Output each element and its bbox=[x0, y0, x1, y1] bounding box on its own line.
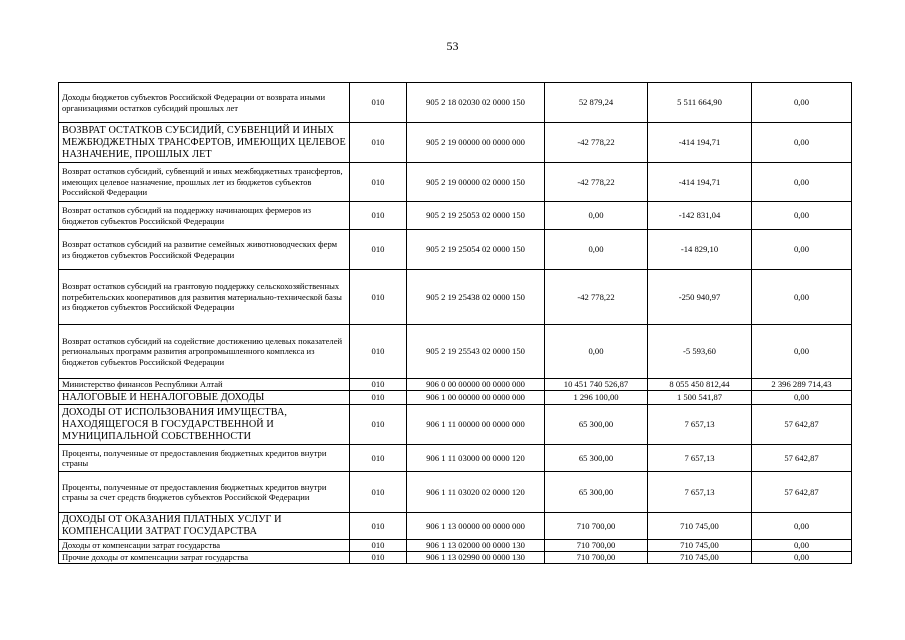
row-code: 010 bbox=[350, 230, 407, 270]
row-value-1: 65 300,00 bbox=[545, 472, 648, 513]
table-row bbox=[59, 270, 852, 325]
row-value-3: 0,00 bbox=[752, 230, 852, 270]
row-kbk: 905 2 19 25053 02 0000 150 bbox=[407, 202, 545, 230]
row-code: 010 bbox=[350, 202, 407, 230]
row-value-2: 7 657,13 bbox=[648, 472, 752, 513]
row-value-3: 57 642,87 bbox=[752, 472, 852, 513]
row-code: 010 bbox=[350, 391, 407, 405]
row-code: 010 bbox=[350, 540, 407, 552]
row-value-3: 0,00 bbox=[752, 552, 852, 564]
row-name: ДОХОДЫ ОТ ОКАЗАНИЯ ПЛАТНЫХ УСЛУГ И КОМПЕНСАЦИИ ЗАТРАТ ГОСУДАРСТВА bbox=[59, 513, 350, 540]
row-value-2: 1 500 541,87 bbox=[648, 391, 752, 405]
table-row bbox=[59, 552, 852, 564]
row-name: Доходы бюджетов субъектов Российской Федерации от возврата иными организациями остатков субсидий прошлых лет bbox=[59, 83, 350, 123]
table-row bbox=[59, 513, 852, 540]
row-value-3: 0,00 bbox=[752, 202, 852, 230]
row-value-3: 0,00 bbox=[752, 270, 852, 325]
row-value-2: 710 745,00 bbox=[648, 513, 752, 540]
row-value-3: 0,00 bbox=[752, 83, 852, 123]
row-kbk: 906 1 00 00000 00 0000 000 bbox=[407, 391, 545, 405]
row-value-2: -5 593,60 bbox=[648, 325, 752, 379]
row-value-2: -14 829,10 bbox=[648, 230, 752, 270]
table-row bbox=[59, 202, 852, 230]
row-value-1: 0,00 bbox=[545, 230, 648, 270]
row-kbk: 905 2 19 25543 02 0000 150 bbox=[407, 325, 545, 379]
row-name: Прочие доходы от компенсации затрат государства bbox=[59, 552, 350, 564]
table-row bbox=[59, 405, 852, 445]
row-kbk: 906 1 13 00000 00 0000 000 bbox=[407, 513, 545, 540]
row-name: ВОЗВРАТ ОСТАТКОВ СУБСИДИЙ, СУБВЕНЦИЙ И ИНЫХ МЕЖБЮДЖЕТНЫХ ТРАНСФЕРТОВ, ИМЕЮЩИХ ЦЕЛЕВОЕ НАЗНАЧЕНИЕ, ПРОШЛЫХ ЛЕТ bbox=[59, 123, 350, 163]
row-value-2: -414 194,71 bbox=[648, 163, 752, 202]
row-kbk: 905 2 19 25438 02 0000 150 bbox=[407, 270, 545, 325]
table-row bbox=[59, 391, 852, 405]
row-value-1: 0,00 bbox=[545, 325, 648, 379]
row-name: Проценты, полученные от предоставления бюджетных кредитов внутри страны за счет средств бюджетов субъектов Российской Федерации bbox=[59, 472, 350, 513]
row-code: 010 bbox=[350, 270, 407, 325]
row-name: Министерство финансов Республики Алтай bbox=[59, 379, 350, 391]
row-value-3: 0,00 bbox=[752, 163, 852, 202]
row-name: Возврат остатков субсидий на развитие семейных животноводческих ферм из бюджетов субъектов Российской Федерации bbox=[59, 230, 350, 270]
row-code: 010 bbox=[350, 472, 407, 513]
row-value-3: 2 396 289 714,43 bbox=[752, 379, 852, 391]
page-number: 53 bbox=[446, 39, 459, 53]
row-kbk: 906 0 00 00000 00 0000 000 bbox=[407, 379, 545, 391]
row-name: НАЛОГОВЫЕ И НЕНАЛОГОВЫЕ ДОХОДЫ bbox=[59, 391, 350, 405]
row-name: Проценты, полученные от предоставления бюджетных кредитов внутри страны bbox=[59, 445, 350, 472]
row-value-2: -142 831,04 bbox=[648, 202, 752, 230]
row-code: 010 bbox=[350, 379, 407, 391]
row-value-3: 0,00 bbox=[752, 513, 852, 540]
table-row bbox=[59, 540, 852, 552]
row-value-3: 0,00 bbox=[752, 391, 852, 405]
table-row bbox=[59, 472, 852, 513]
row-code: 010 bbox=[350, 513, 407, 540]
table-row bbox=[59, 163, 852, 202]
row-kbk: 905 2 19 00000 02 0000 150 bbox=[407, 163, 545, 202]
row-value-3: 57 642,87 bbox=[752, 405, 852, 445]
row-name: Доходы от компенсации затрат государства bbox=[59, 540, 350, 552]
row-code: 010 bbox=[350, 405, 407, 445]
row-value-1: -42 778,22 bbox=[545, 123, 648, 163]
row-code: 010 bbox=[350, 123, 407, 163]
row-kbk: 906 1 13 02990 00 0000 130 bbox=[407, 552, 545, 564]
table-row bbox=[59, 230, 852, 270]
row-value-2: 710 745,00 bbox=[648, 552, 752, 564]
income-table bbox=[58, 82, 852, 564]
row-value-3: 0,00 bbox=[752, 540, 852, 552]
row-kbk: 905 2 19 00000 00 0000 000 bbox=[407, 123, 545, 163]
row-kbk: 905 2 18 02030 02 0000 150 bbox=[407, 83, 545, 123]
row-kbk: 906 1 11 03020 02 0000 120 bbox=[407, 472, 545, 513]
row-kbk: 906 1 11 00000 00 0000 000 bbox=[407, 405, 545, 445]
row-value-1: 710 700,00 bbox=[545, 513, 648, 540]
table-row bbox=[59, 325, 852, 379]
row-value-1: 65 300,00 bbox=[545, 405, 648, 445]
row-code: 010 bbox=[350, 83, 407, 123]
row-value-1: 710 700,00 bbox=[545, 552, 648, 564]
row-value-2: 8 055 450 812,44 bbox=[648, 379, 752, 391]
row-code: 010 bbox=[350, 325, 407, 379]
row-code: 010 bbox=[350, 552, 407, 564]
row-code: 010 bbox=[350, 445, 407, 472]
row-value-1: 0,00 bbox=[545, 202, 648, 230]
row-kbk: 906 1 13 02000 00 0000 130 bbox=[407, 540, 545, 552]
row-name: Возврат остатков субсидий на поддержку начинающих фермеров из бюджетов субъектов Российской Федерации bbox=[59, 202, 350, 230]
table-row bbox=[59, 379, 852, 391]
row-value-2: -250 940,97 bbox=[648, 270, 752, 325]
row-value-1: -42 778,22 bbox=[545, 163, 648, 202]
row-value-2: 7 657,13 bbox=[648, 445, 752, 472]
row-value-2: -414 194,71 bbox=[648, 123, 752, 163]
table-row bbox=[59, 83, 852, 123]
row-code: 010 bbox=[350, 163, 407, 202]
table-row bbox=[59, 445, 852, 472]
row-name: Возврат остатков субсидий на грантовую поддержку сельскохозяйственных потребительских кооперативов для развития материально-технической базы из бюджетов субъектов Российской Федерации bbox=[59, 270, 350, 325]
table-row bbox=[59, 123, 852, 163]
row-value-1: 1 296 100,00 bbox=[545, 391, 648, 405]
row-value-1: 52 879,24 bbox=[545, 83, 648, 123]
row-value-2: 7 657,13 bbox=[648, 405, 752, 445]
row-kbk: 905 2 19 25054 02 0000 150 bbox=[407, 230, 545, 270]
row-value-2: 710 745,00 bbox=[648, 540, 752, 552]
row-value-3: 0,00 bbox=[752, 123, 852, 163]
row-value-3: 57 642,87 bbox=[752, 445, 852, 472]
row-name: Возврат остатков субсидий на содействие достижению целевых показателей региональных программ развития агропромышленного комплекса из бюджетов субъектов Российской Федерации bbox=[59, 325, 350, 379]
row-kbk: 906 1 11 03000 00 0000 120 bbox=[407, 445, 545, 472]
row-name: ДОХОДЫ ОТ ИСПОЛЬЗОВАНИЯ ИМУЩЕСТВА, НАХОДЯЩЕГОСЯ В ГОСУДАРСТВЕННОЙ И МУНИЦИПАЛЬНОЙ СОБСТВЕННОСТИ bbox=[59, 405, 350, 445]
row-value-1: 65 300,00 bbox=[545, 445, 648, 472]
row-value-3: 0,00 bbox=[752, 325, 852, 379]
row-name: Возврат остатков субсидий, субвенций и иных межбюджетных трансфертов, имеющих целевое назначение, прошлых лет из бюджетов субъектов Российской Федерации bbox=[59, 163, 350, 202]
row-value-1: 710 700,00 bbox=[545, 540, 648, 552]
row-value-1: 10 451 740 526,87 bbox=[545, 379, 648, 391]
row-value-2: 5 511 664,90 bbox=[648, 83, 752, 123]
row-value-1: -42 778,22 bbox=[545, 270, 648, 325]
